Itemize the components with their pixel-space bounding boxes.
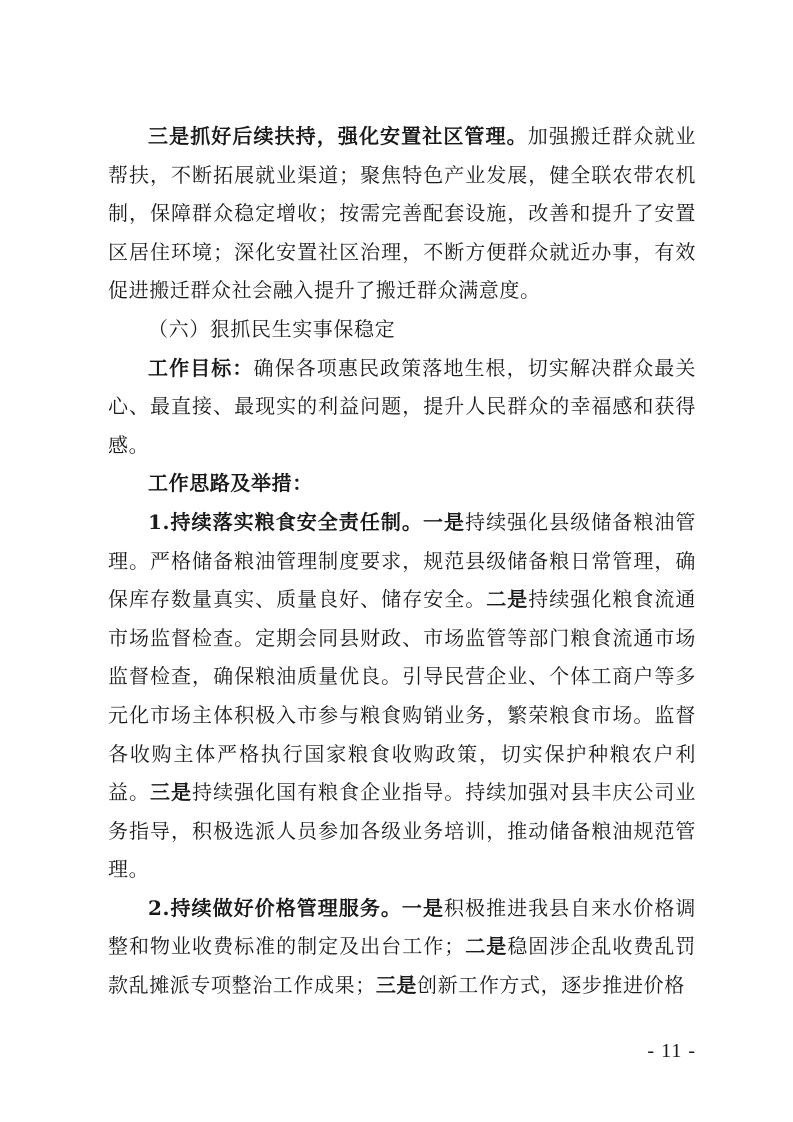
item2-measure2-text: 稳固涉企乱收费乱罚款乱摊派专项整治工作成果； <box>108 934 697 998</box>
paragraph-text: 加强搬迁群众就业帮扶，不断拓展就业渠道；聚焦特色产业发展，健全联农带农机制，保障群众稳定增收；按需完善配套设施，改善和提升了安置区居住环境；深化安置社区治理，不断方便群众就近办事，有效促进搬迁群众社会融入提升了搬迁群众满意度。 <box>108 124 696 303</box>
item1-measure1-label: 一是 <box>422 509 466 534</box>
work-goal-text: 确保各项惠民政策落地生根，切实解决群众最关心、最直接、最现实的利益问题，提升人民群众的幸福感和获得感。 <box>108 355 696 457</box>
paragraph-work-goal <box>108 349 696 465</box>
item1-title: 1.持续落实粮食安全责任制。 <box>148 509 423 534</box>
paragraph-lead-bold: 三是抓好后续扶持，强化安置社区管理。 <box>148 124 528 148</box>
document-body <box>108 117 696 1005</box>
section-heading-six: （六）狠抓民生实事保稳定 <box>148 316 396 341</box>
item2-measure1-label: 一是 <box>401 895 444 920</box>
item1-measure3-label: 三是 <box>150 780 193 805</box>
item2-title: 2.持续做好价格管理服务。 <box>148 895 402 920</box>
item1-measure2-text: 持续强化粮食流通市场监督检查。定期会同县财政、市场监管等部门粮食流通市场监督检查，确保粮油质量优良。引导民营企业、个体工商户等多元化市场主体积极入市参与粮食购销业务，繁荣粮食市场。监督各收购主体严格执行国家粮食收购政策，切实保护种粮农户利益。 <box>108 587 696 805</box>
paragraph-grain-security <box>108 503 696 889</box>
item1-measure2-label: 二是 <box>486 587 529 612</box>
paragraph-price-management <box>108 889 696 1005</box>
work-goal-label: 工作目标： <box>148 355 254 380</box>
measures-heading: 工作思路及举措： <box>148 471 313 496</box>
item1-measure3-text: 持续强化国有粮食企业指导。持续加强对县丰庆公司业务指导，积极选派人员参加各级业务培训，推动储备粮油规范管理。 <box>108 780 696 882</box>
item2-measure1-text: 积极推进我县自来水价格调整和物业收费标准的制定及出台工作； <box>108 895 696 959</box>
paragraph-resettlement-support <box>108 117 696 310</box>
item2-measure3-text: 创新工作方式，逐步推进价格 <box>417 973 685 998</box>
item1-measure1-text: 持续强化县级储备粮油管理。严格储备粮油管理制度要求，规范县级储备粮日常管理，确保库存数量真实、质量良好、储存安全。 <box>108 509 696 612</box>
item2-measure2-label: 二是 <box>464 934 508 959</box>
page-number: - 11 - <box>647 1040 696 1062</box>
item2-measure3-label: 三是 <box>375 973 418 998</box>
